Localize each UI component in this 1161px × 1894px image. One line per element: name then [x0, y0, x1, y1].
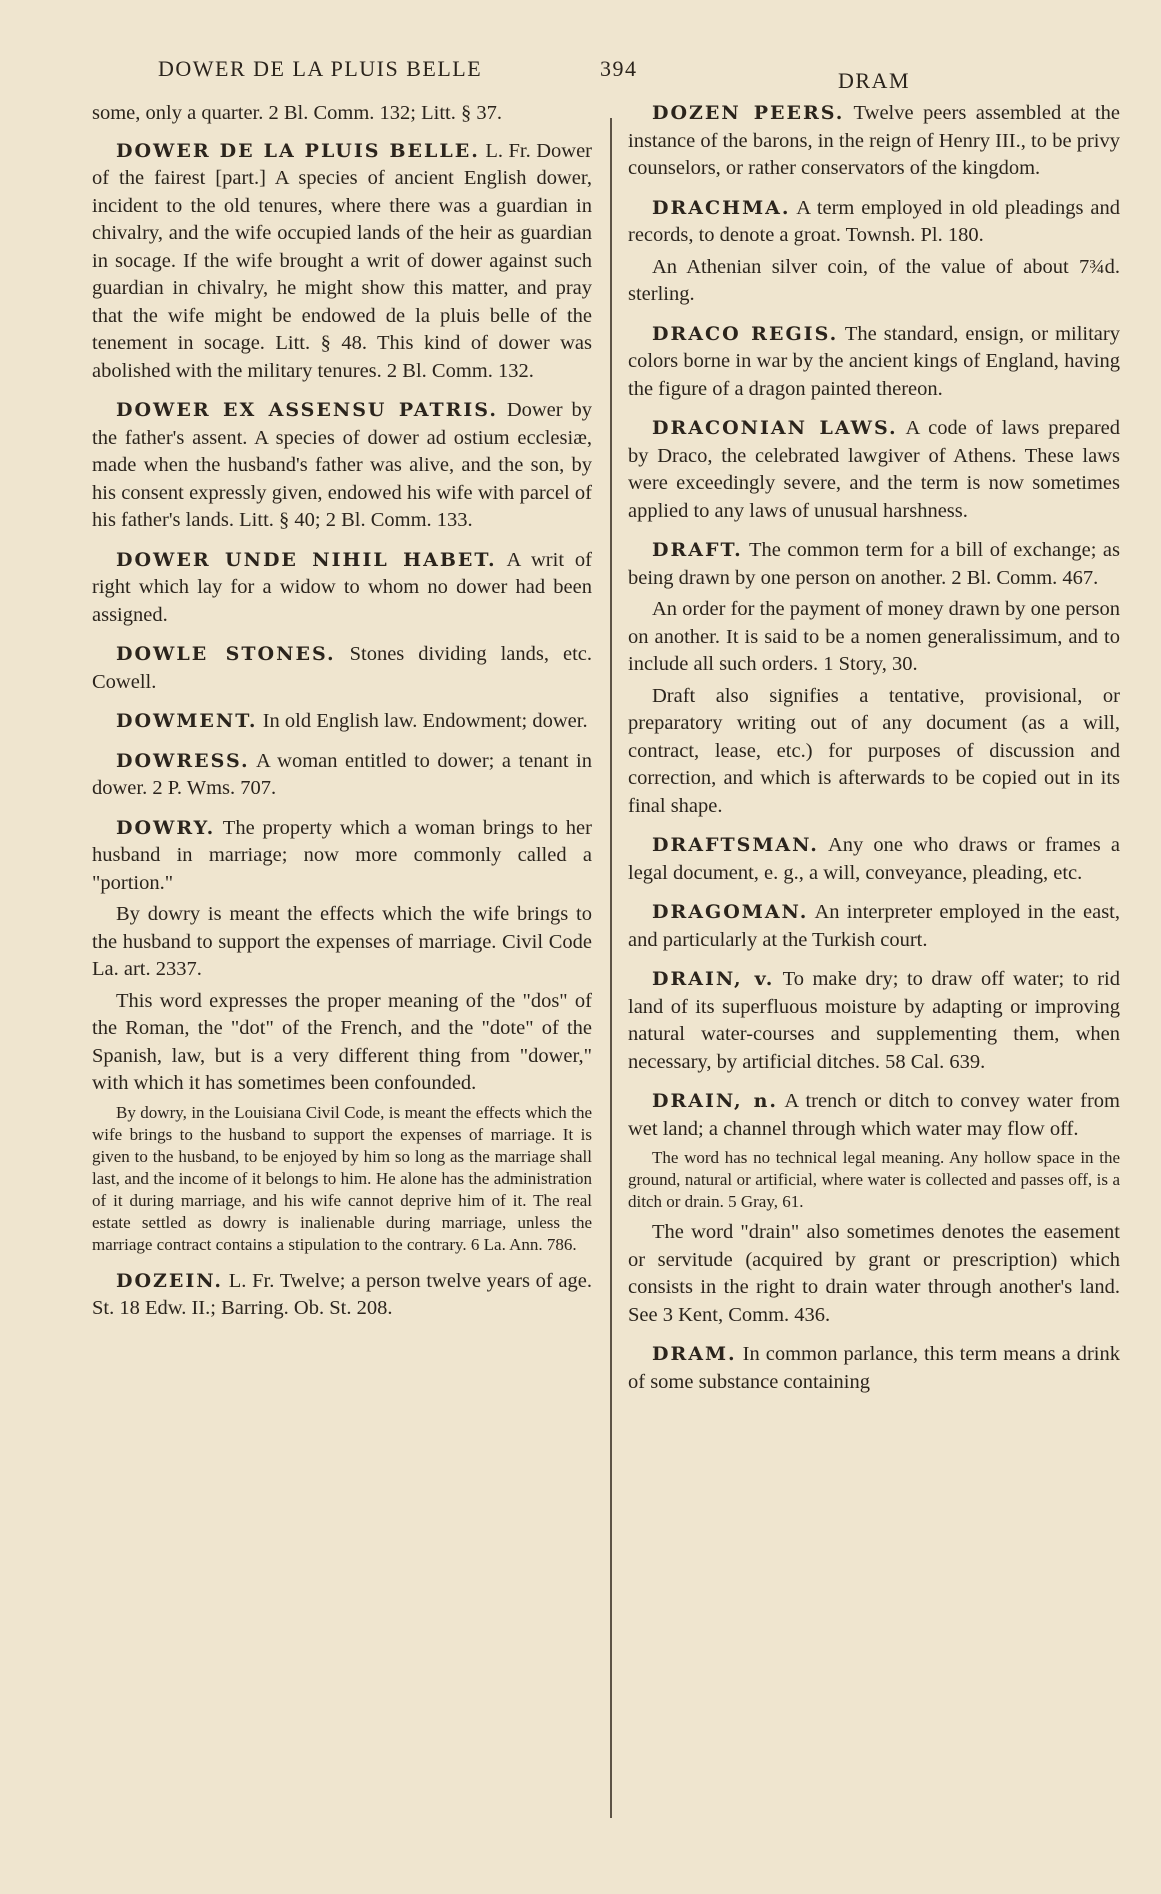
entry-headword: DRAFT. — [652, 539, 743, 561]
dictionary-entry — [628, 195, 1120, 309]
entry-headword: DRAGOMAN. — [652, 901, 809, 923]
dictionary-entry — [628, 1341, 1120, 1396]
dictionary-entry — [92, 138, 592, 386]
entry-paragraph: The word "drain" also sometimes denotes the easement or servitude (acquired by grant or prescription) which consists in the right to drain water through another's land. See 3 Kent, Comm. 436. — [628, 1221, 1120, 1326]
entry-text: Dower by the father's assent. A species of dower ad ostium ecclesiæ, made when the husband's father was alive, and the son, by his consent expressly given, endowed his wife with parcel of his father's lands. Litt. § 40; 2 Bl. Comm. 133. — [92, 399, 592, 531]
entry-text: The property which a woman brings to her husband in marriage; now more commonly called a "portion." — [92, 816, 592, 894]
entry-paragraph — [628, 1341, 1120, 1396]
entry-paragraph — [92, 138, 592, 386]
entry-text: An Athenian silver coin, of the value of about 7¾d. sterling. — [628, 255, 1120, 305]
entry-paragraph — [92, 901, 592, 984]
entry-headword: DRAM. — [652, 1343, 737, 1365]
entry-paragraph — [92, 547, 592, 630]
entry-headword: DRACO REGIS. — [652, 322, 839, 345]
entry-paragraph — [628, 415, 1120, 525]
entry-paragraph — [92, 988, 592, 1098]
entry-paragraph — [92, 641, 592, 696]
entry-text: Stones dividing lands, etc. Cowell. — [92, 643, 592, 693]
entry-paragraph — [628, 195, 1120, 250]
entry-headword: DOWER UNDE NIHIL HABET. — [116, 548, 497, 571]
entry-paragraph — [628, 899, 1120, 954]
entry-note: By dowry, in the Louisiana Civil Code, is meant the effects which the wife brings to the husband to support the expenses of marriage. It is given to the husband, to be enjoyed by him so long as the marriage shall last, and the income of it belongs to him. He alone has the administration of it during marriage, and his wife cannot deprive him of it. The real estate settled as dowry is inalienable during marriage, unless the marriage contract contains a stipulation to the contrary. 6 La. Ann. 786. — [92, 1102, 592, 1254]
entry-text: L. Fr. Dower of the fairest [part.] A species of ancient English dower, incident to the old tenures, where there was a guardian in chivalry, and the wife occupied lands of the heir as guardian in socage. If the wife brought a writ of dower against such guardian in chivalry, he might show this matter, and pray that the wife might be endowed de la pluis belle of the tenement in socage. Litt. § 48. This kind of dower was abolished with the military tenures. 2 Bl. Comm. 132. — [92, 139, 593, 382]
entry-headword: DOZEIN. — [116, 1269, 224, 1292]
entry-paragraph — [92, 748, 592, 803]
entry-paragraph — [628, 537, 1120, 592]
entry-paragraph — [92, 397, 592, 535]
column-divider — [610, 118, 612, 1818]
dictionary-entry — [92, 397, 592, 535]
entry-note: The word has no technical legal meaning. Any hollow space in the ground, natural or artificial, where water is collected and passes off, is a ditch or drain. 5 Gray, 61. — [628, 1148, 1120, 1211]
dictionary-entry — [92, 815, 592, 1256]
dictionary-entry — [628, 100, 1120, 183]
entry-paragraph — [628, 683, 1120, 821]
entry-paragraph — [628, 596, 1120, 679]
right-column — [628, 100, 1120, 1408]
entry-text: An order for the payment of money drawn by one person on another. It is said to be a nomen generalissimum, and to include all such orders. 1 Story, 30. — [628, 598, 1120, 675]
entry-paragraph — [628, 1088, 1120, 1143]
entry-text: In old English law. Endowment; dower. — [262, 710, 588, 732]
dictionary-entry — [628, 832, 1120, 887]
entry-paragraph — [628, 100, 1120, 183]
running-head-left: DOWER DE LA PLUIS BELLE — [158, 56, 483, 81]
dictionary-entry — [628, 899, 1120, 954]
dictionary-entry — [92, 1268, 592, 1323]
entry-text: In common parlance, this term means a drink of some substance containing — [628, 1343, 1120, 1393]
running-head-right: DRAM — [838, 68, 911, 93]
running-head — [0, 52, 1161, 92]
entry-headword: DOWER EX ASSENSU PATRIS. — [116, 399, 498, 421]
dictionary-entry — [92, 547, 592, 630]
entry-headword: DOWER DE LA PLUIS BELLE. — [116, 139, 480, 162]
entry-paragraph — [92, 708, 592, 736]
entry-text: Any one who draws or frames a legal document, e. g., a will, conveyance, pleading, etc. — [628, 834, 1120, 884]
dictionary-entry — [92, 708, 592, 736]
entry-text: L. Fr. Twelve; a person twelve years of age. St. 18 Edw. II.; Barring. Ob. St. 208. — [92, 1269, 593, 1319]
entry-text: To make dry; to draw off water; to rid land of its superfluous moisture by adapting or improving natural water-courses and supplementing them, when necessary, by artificial ditches. 58 Cal. 639. — [628, 968, 1120, 1073]
entry-text: By dowry is meant the effects which the wife brings to the husband to support the expenses of marriage. Civil Code La. art. 2337. — [92, 903, 592, 980]
dictionary-entry — [628, 415, 1120, 525]
page-number: 394 — [600, 56, 638, 81]
entry-text: The standard, ensign, or military colors borne in war by the ancient kings of England, having the figure of a dragon painted thereon. — [628, 322, 1120, 400]
dictionary-entry — [92, 748, 592, 803]
entry-headword: DRAIN, v. — [652, 968, 775, 990]
entry-text: A writ of right which lay for a widow to whom no dower had been assigned. — [92, 548, 592, 626]
entry-text: The common term for a bill of exchange; as being drawn by one person on another. 2 Bl. Comm. 467. — [628, 539, 1120, 589]
entry-text: A term employed in old pleadings and records, to denote a groat. Townsh. Pl. 180. — [628, 196, 1120, 246]
entry-text: A woman entitled to dower; a tenant in dower. 2 P. Wms. 707. — [92, 749, 592, 799]
dictionary-entry — [628, 966, 1120, 1076]
entry-headword: DOWRESS. — [116, 749, 250, 772]
entry-paragraph — [628, 254, 1120, 309]
entry-text: An interpreter employed in the east, and particularly at the Turkish court. — [628, 901, 1121, 951]
entry-paragraph — [628, 321, 1120, 404]
entry-paragraph — [628, 832, 1120, 887]
entry-text: Twelve peers assembled at the instance of the barons, in the reign of Henry III., to be privy counselors, or rather conservators of the kingdom. — [628, 102, 1120, 179]
entry-headword: DOWMENT. — [116, 710, 258, 732]
entry-text: Draft also signifies a tentative, provisional, or preparatory writing out of any document (as a will, contract, lease, etc.) for purposes of discussion and correction, and which is afterwards to be copied out in its final shape. — [628, 684, 1120, 817]
continuation-text: some, only a quarter. 2 Bl. Comm. 132; Litt. § 37. — [92, 102, 502, 124]
entry-paragraph — [628, 966, 1120, 1076]
entry-text: A code of laws prepared by Draco, the celebrated lawgiver of Athens. These laws were exceedingly severe, and the term is now sometimes applied to any laws of unusual harshness. — [628, 417, 1120, 522]
dictionary-entry — [92, 641, 592, 696]
entry-text: A trench or ditch to convey water from wet land; a channel through which water may flow off. — [628, 1090, 1120, 1140]
dictionary-entry — [628, 1088, 1120, 1329]
entry-text: This word expresses the proper meaning of the "dos" of the Roman, the "dot" of the French, and the "dote" of the Spanish, law, but is a very different thing from "dower," with which it has sometimes been confounded. — [92, 989, 592, 1094]
entry-headword: DOWRY. — [116, 816, 216, 839]
entry-paragraph — [92, 815, 592, 898]
left-column — [92, 100, 592, 1335]
entry-headword: DRAFTSMAN. — [652, 834, 819, 856]
dictionary-entry — [628, 537, 1120, 820]
entry-paragraph — [92, 1268, 592, 1323]
entry-headword: DRAIN, n. — [652, 1090, 779, 1112]
entry-headword: DOWLE STONES. — [116, 643, 336, 665]
dictionary-entry — [628, 321, 1120, 404]
entry-headword: DRACONIAN LAWS. — [652, 417, 898, 439]
entry-headword: DOZEN PEERS. — [652, 102, 845, 124]
entry-headword: DRACHMA. — [652, 196, 791, 219]
